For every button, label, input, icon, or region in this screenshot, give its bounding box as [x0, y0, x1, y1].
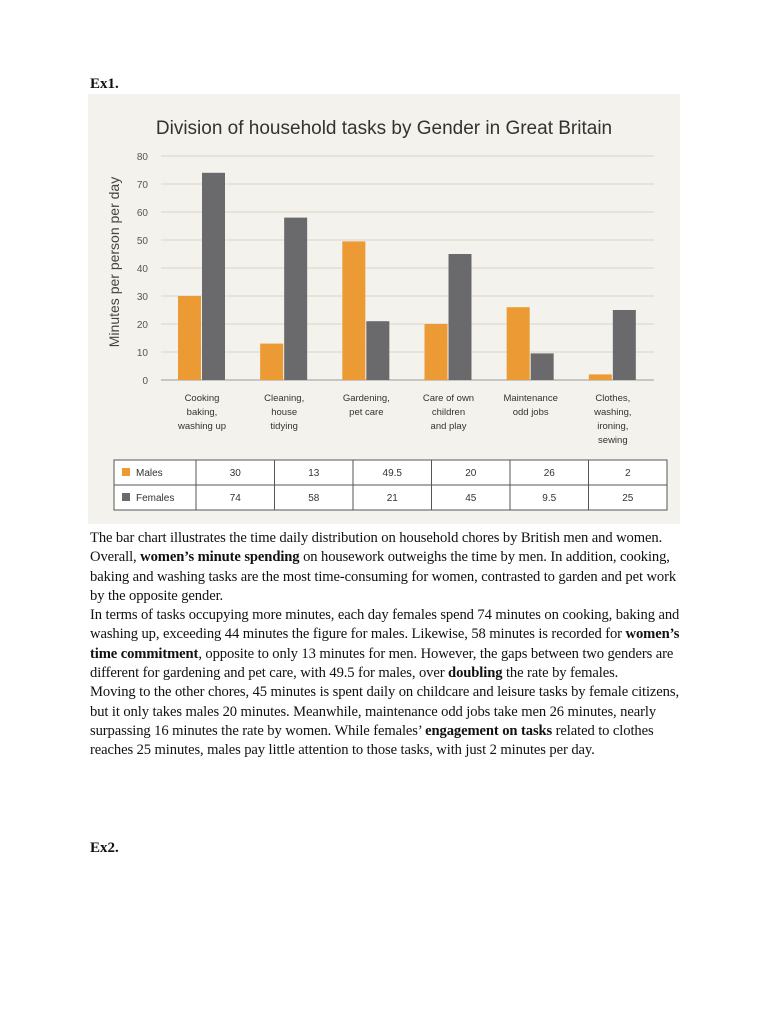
x-category-label: odd jobs: [512, 407, 549, 418]
essay-paragraph-4: Moving to the other chores, 45 minutes is spent daily on childcare and leisure tasks by female citizens, but it only takes males 20 minutes. Meanwhile, maintenance odd jobs take men 26 minutes, nearly surpassing 16 minutes the rate by women. While females’ engagement on tasks related to clothes reaches 25 minutes, males pay little attention to those tasks, with just 2 minutes per day.: [90, 684, 680, 759]
x-category-label: Cleaning,: [264, 393, 305, 404]
table-cell-value: 74: [229, 493, 241, 504]
y-axis-label: Minutes per person per day: [106, 176, 122, 348]
x-category-label: and play: [430, 421, 467, 432]
table-cell-value: 21: [386, 493, 398, 504]
x-category-label: baking,: [186, 407, 218, 418]
table-cell-value: 58: [308, 493, 320, 504]
x-category-label: washing,: [594, 407, 632, 418]
table-cell-value: 9.5: [542, 493, 557, 504]
x-category-label: ironing,: [597, 421, 629, 432]
females-legend-swatch: [122, 493, 130, 501]
females-bar: [449, 254, 472, 380]
males-bar: [342, 241, 365, 380]
males-legend-label: Males: [136, 468, 163, 479]
males-bar: [589, 374, 612, 380]
table-cell-value: 30: [229, 468, 241, 479]
bar-chart: [88, 94, 680, 524]
females-bar: [202, 173, 225, 380]
males-bar: [260, 344, 283, 380]
females-bar: [613, 310, 636, 380]
y-tick-label: 40: [136, 264, 148, 275]
essay-paragraph-1: The bar chart illustrates the time daily distribution on household chores by British men and women.: [90, 530, 663, 546]
table-cell-value: 45: [465, 493, 477, 504]
essay-paragraph-3: In terms of tasks occupying more minutes, each day females spend 74 minutes on cooking, baking and washing up, exceeding 44 minutes the figure for males. Likewise, 58 minutes is recorded for women’s time commitment, opposite to only 13 minutes for men. However, the gaps between two genders are different for gardening and pet care, with 49.5 for males, over doubling the rate by females.: [90, 607, 680, 682]
table-cell-value: 20: [465, 468, 477, 479]
x-category-label: sewing: [598, 435, 628, 446]
females-bar: [284, 218, 307, 380]
chart-title: Division of household tasks by Gender in Great Britain: [155, 118, 613, 139]
table-cell-value: 26: [543, 468, 555, 479]
females-bar: [531, 353, 554, 380]
exercise-2-heading: Ex2.: [90, 840, 119, 856]
table-cell-value: 13: [308, 468, 320, 479]
x-category-label: Maintenance: [503, 393, 558, 404]
males-bar: [178, 296, 201, 380]
chart-svg: [88, 94, 680, 524]
x-category-label: washing up: [177, 421, 227, 432]
males-legend-swatch: [122, 468, 130, 476]
x-category-label: Clothes,: [595, 393, 631, 404]
y-tick-label: 10: [136, 348, 148, 359]
y-tick-label: 50: [136, 236, 148, 247]
females-bar: [366, 321, 389, 380]
table-cell-value: 25: [622, 493, 634, 504]
males-bar: [425, 324, 448, 380]
x-category-label: Cooking: [184, 393, 220, 404]
y-tick-label: 30: [136, 292, 148, 303]
y-tick-label: 80: [136, 152, 148, 163]
y-tick-label: 0: [142, 376, 148, 387]
y-tick-label: 70: [136, 180, 148, 191]
x-category-label: children: [431, 407, 466, 418]
table-cell-value: 49.5: [382, 468, 402, 479]
essay-paragraph-2: Overall, women’s minute spending on housework outweighs the time by men. In addition, cooking, baking and washing tasks are the most time-consuming for women, contrasted to garden and pet work by the opposite gender.: [90, 549, 677, 604]
y-tick-label: 60: [136, 208, 148, 219]
males-bar: [507, 307, 530, 380]
essay-text: [90, 529, 680, 761]
table-cell-value: 2: [624, 468, 631, 479]
exercise-1-heading: Ex1.: [90, 76, 119, 92]
x-category-label: pet care: [349, 407, 384, 418]
females-legend-label: Females: [136, 493, 175, 504]
x-category-label: Gardening,: [342, 393, 390, 404]
y-tick-label: 20: [136, 320, 148, 331]
x-category-label: house: [271, 407, 298, 418]
x-category-label: tidying: [270, 421, 298, 432]
x-category-label: Care of own: [422, 393, 475, 404]
